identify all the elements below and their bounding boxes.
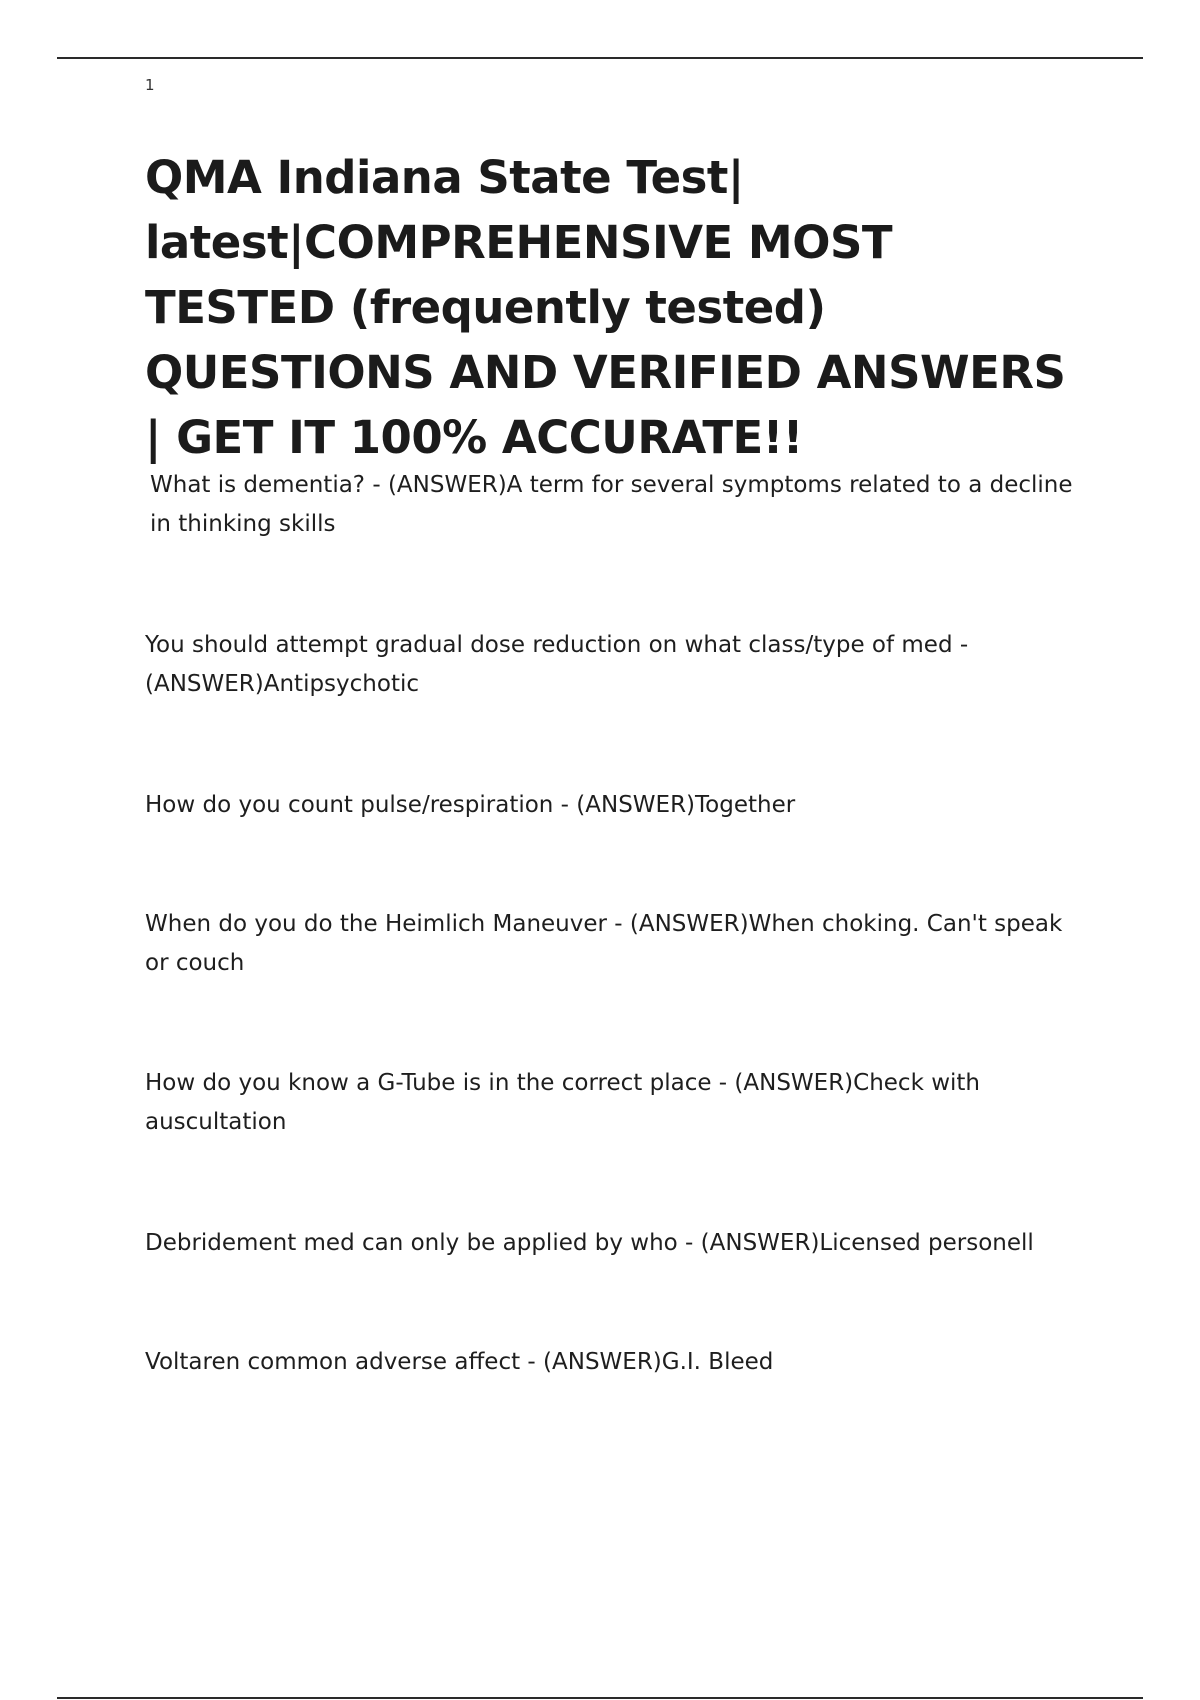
qa-item: Debridement med can only be applied by who - (ANSWER)Licensed personell: [145, 1230, 1034, 1256]
top-rule: [57, 57, 1143, 59]
qa-item: How do you count pulse/respiration - (ANSWER)Together: [145, 792, 796, 818]
qa-item: When do you do the Heimlich Maneuver - (ANSWER)When choking. Can't speak or couch: [145, 911, 1063, 976]
document-title: QMA Indiana State Test| latest|COMPREHENSIVE MOST TESTED (frequently tested) QUESTIONS AND VERIFIED ANSWERS | GET IT 100% ACCURATE!!: [145, 151, 1066, 464]
qa-item: You should attempt gradual dose reduction on what class/type of med - (ANSWER)Antipsychotic: [145, 632, 969, 697]
qa-item: Voltaren common adverse affect - (ANSWER)G.I. Bleed: [145, 1349, 774, 1375]
page-number: 1: [145, 76, 155, 94]
qa-item: How do you know a G-Tube is in the correct place - (ANSWER)Check with auscultation: [145, 1070, 981, 1135]
qa-item: What is dementia? - (ANSWER)A term for several symptoms related to a decline in thinking skills: [150, 472, 1073, 537]
bottom-rule: [57, 1697, 1143, 1699]
